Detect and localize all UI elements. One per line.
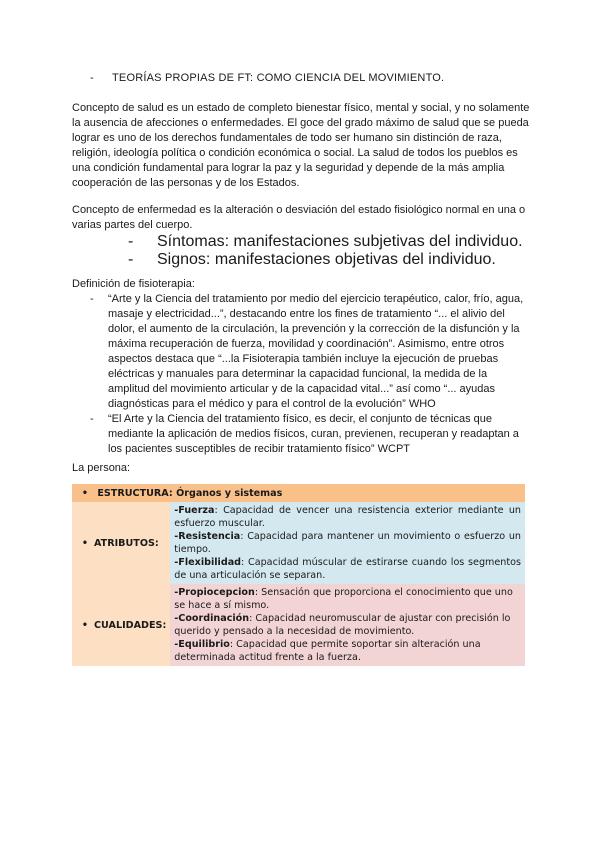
salud-text: Concepto de salud es un estado de completo bienestar físico, mental y social, y no solamente la ausencia de afecciones o enfermedades. El goce del grado máximo de salud que se pueda lograr es uno de los derechos fundamentales de todo ser humano sin distinción de raza, religión, ideología política o condición económica o social. La salud de todos los pueblos es una condición fundamental para lograr la paz y la seguridad y depende de la más amplia cooperación de las personas y de los Estados. — [72, 102, 530, 189]
atributos-desc — [170, 502, 525, 584]
list-item: - Signos: manifestaciones objetivas del individuo. — [128, 251, 496, 268]
fisioterapia-title: Definición de fisioterapia: — [72, 278, 195, 290]
estructura-label: ESTRUCTURA: — [97, 487, 173, 499]
cualidades-desc — [170, 584, 525, 666]
list-item: - “El Arte y la Ciencia del tratamiento físico, es decir, el conjunto de técnicas que mediante la aplicación de medios físicos, curan, previenen, recuperan y readaptan a los pacientes susceptibles de recibir tratamiento físico” WCPT — [90, 413, 519, 455]
salud-paragraph — [72, 101, 530, 191]
atributos-label: ATRIBUTOS: — [94, 537, 159, 549]
heading-dash: - — [90, 72, 94, 84]
list-item: -Resistencia: Capacidad para mantener un movimiento o esfuerzo un tiempo. — [174, 531, 521, 555]
persona-title: La persona: — [72, 462, 131, 474]
enfermedad-text: Concepto de enfermedad es la alteración o desviación del estado fisiológico normal en una o varias partes del cuerpo. — [72, 204, 526, 231]
list-item: -Equilibrio: Capacidad que permite soportar sin alteración una determinada actitud frente a la fuerza. — [174, 639, 481, 663]
enfermedad-paragraph — [72, 203, 530, 269]
list-item: -Flexibilidad: Capacidad múscular de estirarse cuando los segmentos de una articulación se separan. — [174, 557, 521, 581]
list-item: - “Arte y la Ciencia del tratamiento por medio del ejercicio terapéutico, calor, frío, agua, masaje y electricidad...”, destacando entre los fines de tratamiento “... el alivio del dolor, el aumento de la circulación, la prevención y la corrección de la disfunción y la máxima recuperación de fuerza, movilidad y coordinación”. Asimismo, entre otros aspectos destaca que “...la Fisioterapia también incluye la ejecución de pruebas eléctricas y manuales para determinar la capacidad funcional, la medida de la amplitud del movimiento articular y de la capacidad vital...” así como “... ayudas diagnósticas para el médico y para el control de la evolución” WHO — [90, 293, 524, 410]
table-row: • ESTRUCTURA: Órganos y sistemas — [72, 484, 525, 502]
estructura-value: Órganos y sistemas — [176, 487, 283, 499]
table-row: • CUALIDADES: -Propiocepcion: Sensación que proporciona el conocimiento que uno se hace a sí mismo. -Coordinación: Capacidad neuromuscular de ajustar con precisión lo querido y pensado a la necesidad de movimiento. -Equilibrio: Capacidad que permite soportar sin alteración una determinada actitud frente a la fuerza. — [72, 584, 525, 666]
list-item: -Fuerza: Capacidad de vencer una resistencia exterior mediante un esfuerzo muscular. — [174, 505, 521, 529]
persona-table — [72, 484, 525, 666]
list-item: - Síntomas: manifestaciones subjetivas del individuo. — [128, 233, 523, 250]
heading-text: TEORÍAS PROPIAS DE FT: COMO CIENCIA DEL MOVIMIENTO. — [112, 72, 445, 84]
fisioterapia-section — [72, 277, 530, 457]
section-heading — [90, 72, 444, 84]
list-item: -Coordinación: Capacidad neuromuscular de ajustar con precisión lo querido y pensado a la necesidad de movimiento. — [174, 613, 511, 637]
cualidades-label: CUALIDADES: — [94, 619, 167, 631]
table-row: • ATRIBUTOS: -Fuerza: Capacidad de vencer una resistencia exterior mediante un esfuerzo muscular. -Resistencia: Capacidad para mantener un movimiento o esfuerzo un tiempo. -Flexibilidad: Capacidad múscular de estirarse cuando los segmentos de una articulación se separan. — [72, 502, 525, 584]
persona-title-wrap — [72, 461, 530, 476]
list-item: -Propiocepcion: Sensación que proporciona el conocimiento que uno se hace a sí mismo. — [174, 587, 513, 611]
